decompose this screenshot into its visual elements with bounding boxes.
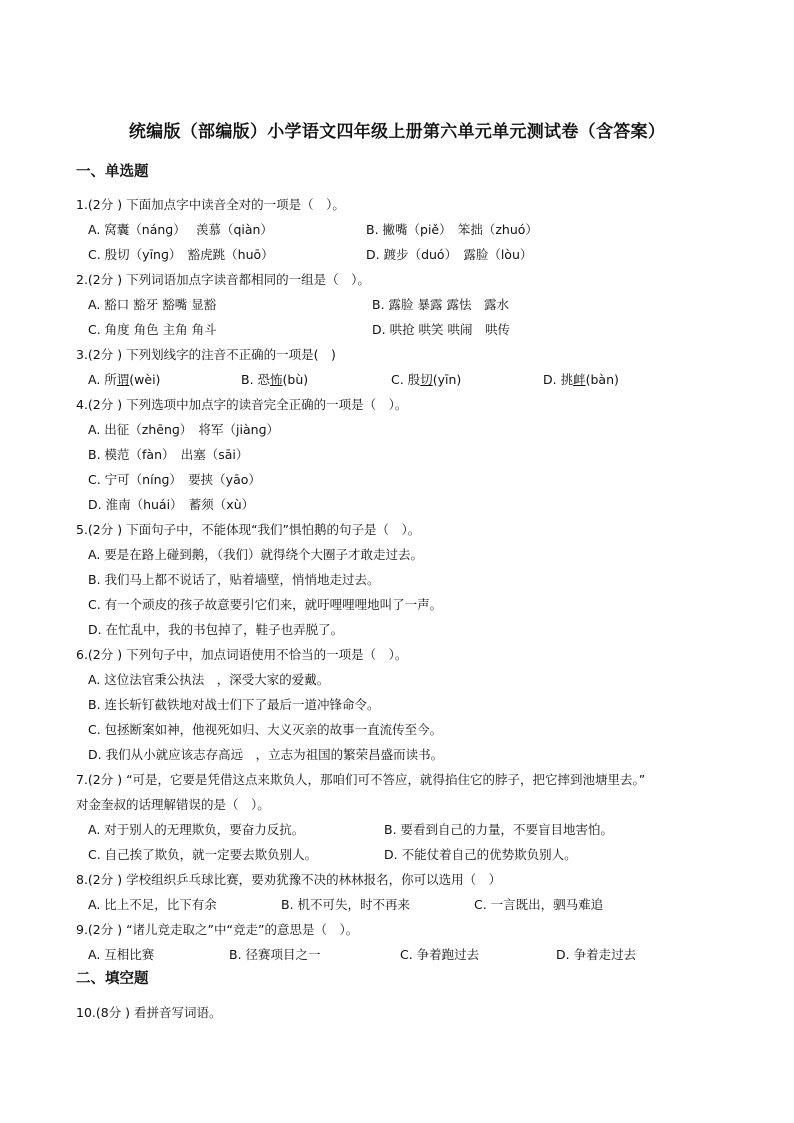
underlined-character: 谓: [116, 372, 130, 387]
question-9-option-a: A. 互相比赛: [88, 947, 155, 962]
question-6-option-a: A. 这位法官秉公执法 ，深受大家的爱戴。: [88, 672, 330, 687]
question-4-option-a: A. 出征（zhēnɡ） 将军（jiànɡ）: [88, 422, 280, 437]
question-5-option-c: C. 有一个顽皮的孩子故意要引它们来，就吁哩哩哩地叫了一声。: [88, 597, 443, 612]
underlined-character: 衅: [573, 372, 586, 387]
question-9-option-d: D. 争着走过去: [556, 947, 637, 962]
question-7-stem: 7.(2分 ) “可是，它要是凭借这点来欺负人，那咱们可不答应，就得掐住它的脖子，把它摔到池塘里去。”: [76, 772, 646, 787]
question-2-stem: 2.(2分 ) 下列词语加点字读音都相同的一组是（ ）。: [76, 272, 370, 287]
question-1-option-a: A. 窝囊（nánɡ） 羡慕（qiàn）: [88, 222, 273, 237]
question-2-option-c: C. 角度 角色 主角 角斗: [88, 322, 217, 337]
question-1-option-d: D. 踱步（duó） 露脸（lòu）: [366, 247, 533, 262]
question-9-stem: 9.(2分 ) “诸儿竞走取之”中“竞走”的意思是（ ）。: [76, 922, 359, 937]
question-8-option-a: A. 比上不足，比下有余: [88, 897, 217, 912]
question-6-option-c: C. 包拯断案如神，他视死如归、大义灭亲的故事一直流传至今。: [88, 722, 443, 737]
section-heading-fill-in: 二、填空题: [76, 971, 149, 987]
question-8-option-b: B. 机不可失，时不再来: [281, 897, 411, 912]
question-6-stem: 6.(2分 ) 下列句子中，加点词语使用不恰当的一项是（ ）。: [76, 647, 408, 662]
question-9-option-b: B. 径赛项目之一: [229, 947, 321, 962]
section-heading-single-choice: 一、单选题: [76, 164, 149, 180]
question-7-option-d: D. 不能仗着自己的优势欺负别人。: [384, 847, 577, 862]
question-7-option-c: C. 自己挨了欺负，就一定要去欺负别人。: [88, 847, 318, 862]
document-title: 统编版（部编版）小学语文四年级上册第六单元单元测试卷（含答案）: [128, 122, 666, 142]
question-8-option-c: C. 一言既出，驷马难追: [474, 897, 604, 912]
question-6-option-d: D. 我们从小就应该志存高远 ，立志为祖国的繁荣昌盛而读书。: [88, 747, 444, 762]
question-4-option-c: C. 宁可（nínɡ） 要挟（yāo）: [88, 472, 261, 487]
question-7-option-b: B. 要看到自己的力量，不要盲目地害怕。: [384, 822, 614, 837]
question-3-option-a: A. 所谓(wèi): [88, 372, 161, 387]
question-1-option-c: C. 殷切（yīnɡ） 豁虎跳（huō）: [88, 247, 274, 262]
question-9-option-c: C. 争着跑过去: [400, 947, 480, 962]
question-3-stem: 3.(2分 ) 下列划线字的注音不正确的一项是( ): [76, 347, 336, 362]
question-4-stem: 4.(2分 ) 下列选项中加点字的读音完全正确的一项是（ ）。: [76, 397, 408, 412]
underlined-character: 怖: [270, 372, 283, 387]
question-3-option-c: C. 殷切(yīn): [391, 372, 462, 387]
question-1-stem: 1.(2分 ) 下面加点字中读音全对的一项是（ ）。: [76, 197, 345, 212]
question-10-stem: 10.(8分 ) 看拼音写词语。: [76, 1005, 222, 1020]
question-7-stem-continued: 对金奎叔的话理解错误的是（ ）。: [76, 797, 270, 812]
underlined-character: 切: [420, 372, 433, 387]
question-5-option-a: A. 要是在路上碰到鹅，（我们）就得绕个大圈子才敢走过去。: [88, 547, 424, 562]
question-3-option-d: D. 挑衅(bàn): [543, 372, 619, 387]
question-4-option-d: D. 淮南（huái） 蓄须（xù）: [88, 497, 255, 512]
question-7-option-a: A. 对于别人的无理欺负，要奋力反抗。: [88, 822, 305, 837]
question-5-stem: 5.(2分 ) 下面句子中，不能体现“我们”惧怕鹅的句子是（ ）。: [76, 522, 421, 537]
question-5-option-b: B. 我们马上都不说话了，贴着墙壁，悄悄地走过去。: [88, 572, 380, 587]
question-2-option-b: B. 露脸 暴露 露怯 露水: [372, 297, 509, 312]
question-3-option-b: B. 恐怖(bù): [241, 372, 309, 387]
question-1-option-b: B. 撇嘴（piě） 笨拙（zhuó）: [366, 222, 538, 237]
question-6-option-b: B. 连长斩钉截铁地对战士们下了最后一道冲锋命令。: [88, 697, 380, 712]
question-8-stem: 8.(2分 ) 学校组织乒乓球比赛，要劝犹豫不决的林林报名，你可以选用（ ）: [76, 872, 502, 887]
question-4-option-b: B. 模范（fàn） 出塞（sāi）: [88, 447, 249, 462]
question-2-option-d: D. 哄抢 哄笑 哄闹 哄传: [372, 322, 511, 337]
question-2-option-a: A. 豁口 豁牙 豁嘴 显豁: [88, 297, 217, 312]
question-5-option-d: D. 在忙乱中，我的书包掉了，鞋子也弄脱了。: [88, 622, 344, 637]
